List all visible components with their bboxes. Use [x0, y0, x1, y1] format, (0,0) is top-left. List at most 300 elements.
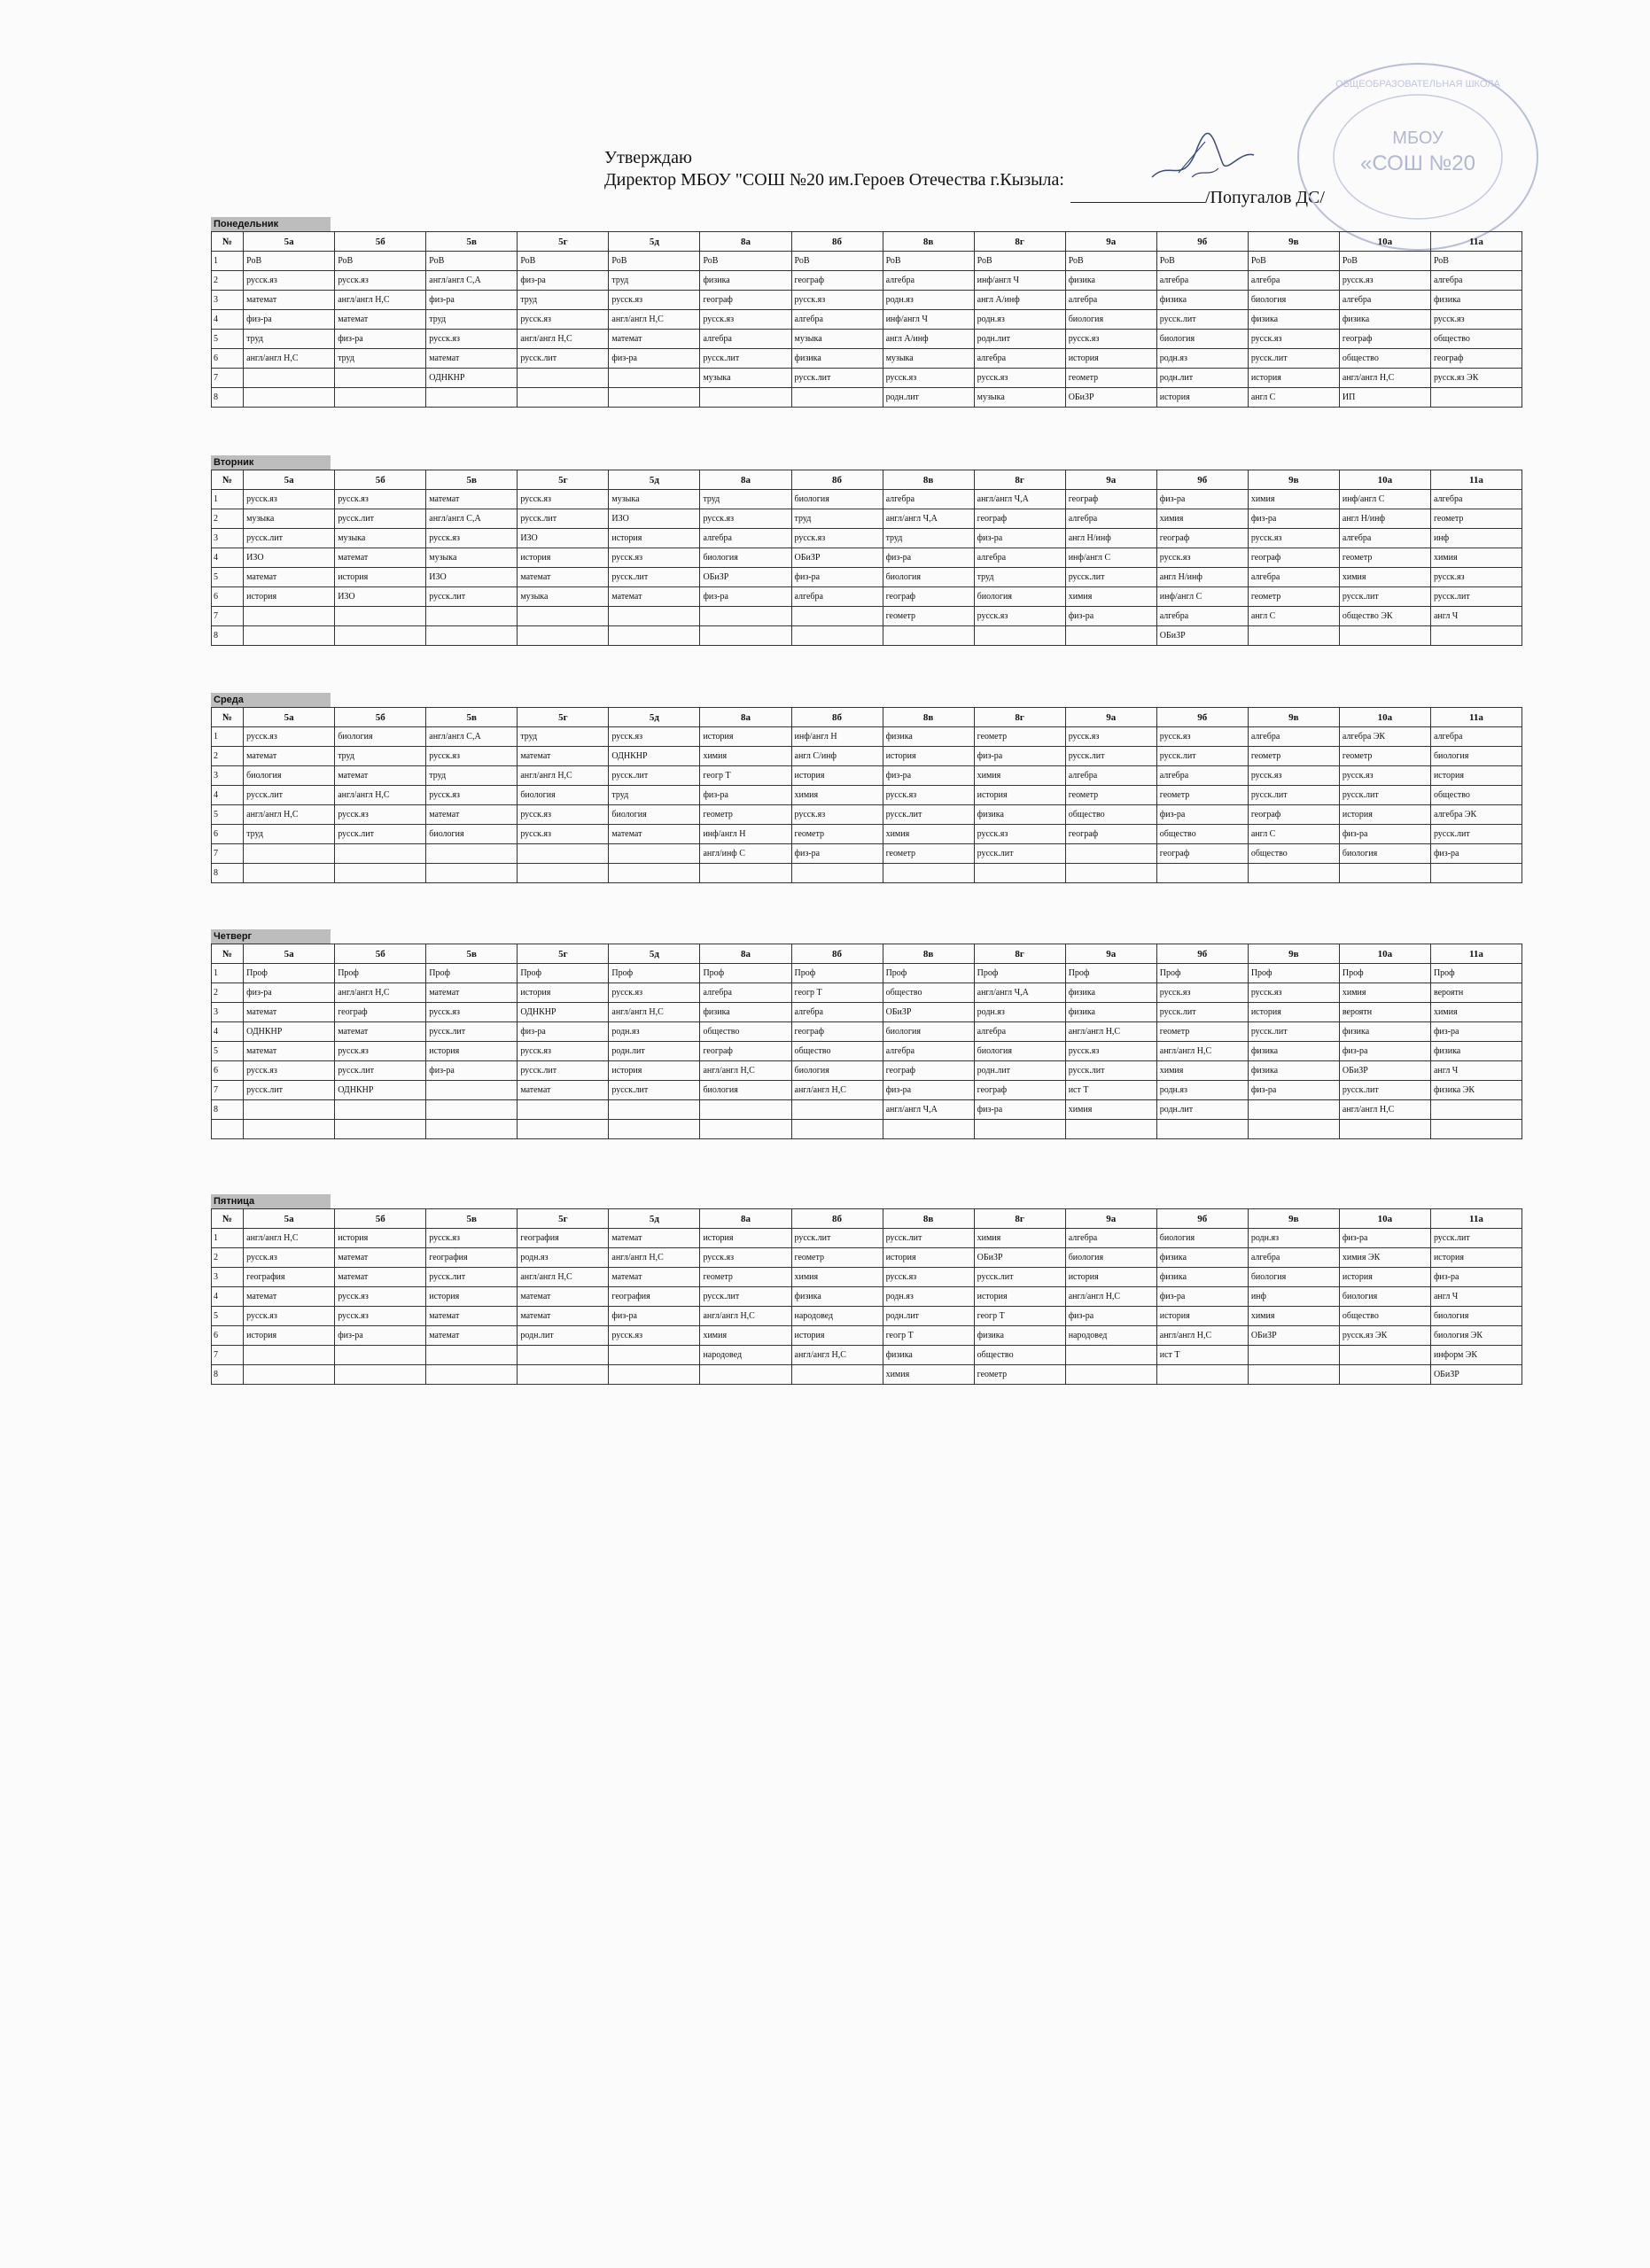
table-cell: физика: [1156, 1248, 1248, 1268]
table-cell: русск.лит: [518, 1061, 609, 1081]
lesson-number: 8: [212, 388, 244, 408]
table-cell: [426, 607, 518, 626]
table-cell: [518, 626, 609, 646]
table-cell: [244, 1120, 335, 1139]
table-cell: [1248, 1365, 1339, 1385]
table-cell: англ/англ Н,С: [1065, 1022, 1156, 1042]
table-cell: алгебра: [700, 983, 791, 1003]
table-cell: физ-ра: [335, 330, 426, 349]
column-header: 5а: [244, 1209, 335, 1229]
table-cell: географ: [1156, 844, 1248, 864]
table-cell: математ: [335, 310, 426, 330]
table-cell: химия: [700, 1326, 791, 1346]
column-header: 8г: [974, 232, 1065, 252]
column-header: 8б: [791, 944, 883, 964]
table-cell: ист Т: [1156, 1346, 1248, 1365]
table-cell: русск.лит: [335, 825, 426, 844]
day-block: [211, 1192, 1522, 1385]
table-cell: [1248, 626, 1339, 646]
table-cell: Проф: [791, 964, 883, 983]
table-cell: геометр: [1248, 747, 1339, 766]
column-header: 5а: [244, 232, 335, 252]
table-cell: [1065, 1365, 1156, 1385]
column-header: 9в: [1248, 232, 1339, 252]
table-cell: Проф: [974, 964, 1065, 983]
table-cell: физ-ра: [700, 786, 791, 805]
table-cell: русск.яз: [518, 310, 609, 330]
table-cell: русск.лит: [791, 1229, 883, 1248]
table-cell: англ/англ С,А: [426, 271, 518, 291]
table-cell: география: [426, 1248, 518, 1268]
table-cell: русск.яз: [1430, 310, 1522, 330]
table-cell: русск.лит: [335, 1061, 426, 1081]
schedule-table: [211, 231, 1522, 408]
table-cell: [244, 864, 335, 883]
table-cell: русск.яз: [426, 1229, 518, 1248]
table-cell: история: [244, 587, 335, 607]
approval-header: [604, 147, 1064, 191]
table-cell: народовед: [1065, 1326, 1156, 1346]
table-cell: математ: [244, 291, 335, 310]
table-cell: алгебра: [700, 330, 791, 349]
table-cell: англ Ч: [1430, 1061, 1522, 1081]
table-cell: русск.лит: [335, 509, 426, 529]
table-cell: англ С: [1248, 388, 1339, 408]
table-cell: русск.лит: [426, 1268, 518, 1287]
column-header: 5г: [518, 232, 609, 252]
table-cell: русск.яз: [609, 1326, 700, 1346]
table-cell: Проф: [1248, 964, 1339, 983]
table-cell: англ/англ Н,С: [609, 1248, 700, 1268]
table-row: [212, 1287, 1522, 1307]
table-cell: [1430, 1120, 1522, 1139]
column-header: 8в: [883, 944, 974, 964]
table-cell: музыка: [518, 587, 609, 607]
table-cell: русск.яз: [335, 1042, 426, 1061]
column-header: 8б: [791, 1209, 883, 1229]
column-header: 10а: [1339, 1209, 1430, 1229]
column-header: 11а: [1430, 944, 1522, 964]
table-cell: [700, 1120, 791, 1139]
table-cell: [1430, 388, 1522, 408]
lesson-number: 4: [212, 1022, 244, 1042]
table-cell: Проф: [1065, 964, 1156, 983]
table-cell: русск.яз: [883, 1268, 974, 1287]
table-cell: [1065, 1120, 1156, 1139]
table-cell: ОБиЗР: [974, 1248, 1065, 1268]
table-cell: алгебра ЭК: [1339, 727, 1430, 747]
table-cell: ИП: [1339, 388, 1430, 408]
table-cell: общество: [1339, 349, 1430, 369]
table-cell: географ: [791, 271, 883, 291]
table-cell: химия: [791, 786, 883, 805]
column-header: 9б: [1156, 470, 1248, 490]
table-cell: [791, 864, 883, 883]
table-cell: общество: [1339, 1307, 1430, 1326]
table-cell: геогр Т: [974, 1307, 1065, 1326]
table-cell: биология: [791, 1061, 883, 1081]
table-cell: РоВ: [244, 252, 335, 271]
table-cell: англ/англ Н,С: [335, 983, 426, 1003]
column-header: 8в: [883, 708, 974, 727]
table-cell: геометр: [1065, 369, 1156, 388]
table-cell: русск.яз: [335, 805, 426, 825]
table-cell: русск.яз: [700, 310, 791, 330]
column-header: 5а: [244, 708, 335, 727]
lesson-number: 7: [212, 1081, 244, 1100]
lesson-number: 6: [212, 825, 244, 844]
column-header: 5б: [335, 232, 426, 252]
table-cell: географ: [1156, 529, 1248, 548]
table-cell: русск.яз: [426, 330, 518, 349]
table-cell: [791, 1365, 883, 1385]
table-cell: русск.лит: [609, 1081, 700, 1100]
table-cell: математ: [335, 548, 426, 568]
table-cell: Проф: [1430, 964, 1522, 983]
table-cell: труд: [426, 766, 518, 786]
table-cell: история: [1156, 1307, 1248, 1326]
table-cell: история: [883, 1248, 974, 1268]
column-header: 10а: [1339, 708, 1430, 727]
table-cell: русск.яз: [335, 271, 426, 291]
table-row: [212, 1003, 1522, 1022]
table-cell: русск.яз: [1065, 727, 1156, 747]
table-cell: родн.лит: [974, 330, 1065, 349]
table-cell: история: [1430, 1248, 1522, 1268]
lesson-number: 4: [212, 310, 244, 330]
table-cell: физика: [1430, 291, 1522, 310]
table-cell: алгебра: [1248, 271, 1339, 291]
lesson-number: 1: [212, 1229, 244, 1248]
column-header: 10а: [1339, 232, 1430, 252]
table-cell: биология: [1339, 1287, 1430, 1307]
table-cell: РоВ: [1065, 252, 1156, 271]
table-cell: [518, 388, 609, 408]
table-cell: [1430, 1100, 1522, 1120]
day-label: Четверг: [211, 929, 331, 944]
table-cell: родн.яз: [518, 1248, 609, 1268]
table-cell: инф/англ С: [1156, 587, 1248, 607]
table-cell: англ/англ Н,С: [1339, 1100, 1430, 1120]
table-cell: физ-ра: [974, 1100, 1065, 1120]
table-cell: русск.лит: [883, 805, 974, 825]
table-cell: физика: [1339, 1022, 1430, 1042]
table-cell: физика: [1248, 1061, 1339, 1081]
table-cell: ОБиЗР: [1156, 626, 1248, 646]
table-cell: физ-ра: [883, 548, 974, 568]
column-header: 9б: [1156, 1209, 1248, 1229]
table-cell: физ-ра: [1156, 490, 1248, 509]
table-cell: родн.яз: [974, 1003, 1065, 1022]
table-cell: ИЗО: [335, 587, 426, 607]
table-cell: физ-ра: [883, 1081, 974, 1100]
column-header: 5а: [244, 470, 335, 490]
lesson-number: 2: [212, 983, 244, 1003]
table-cell: англ/англ Ч,А: [974, 490, 1065, 509]
table-cell: родн.лит: [883, 1307, 974, 1326]
table-cell: родн.яз: [974, 310, 1065, 330]
table-cell: русск.яз: [518, 805, 609, 825]
table-cell: алгебра: [974, 548, 1065, 568]
table-cell: алгебра: [1339, 529, 1430, 548]
table-cell: химия: [1339, 568, 1430, 587]
table-cell: [700, 1365, 791, 1385]
table-header-row: [212, 708, 1522, 727]
table-cell: геометр: [791, 1248, 883, 1268]
table-cell: геометр: [700, 1268, 791, 1287]
table-cell: англ/англ Н,С: [518, 330, 609, 349]
table-cell: физ-ра: [1430, 1268, 1522, 1287]
table-cell: труд: [609, 271, 700, 291]
lesson-number: 7: [212, 844, 244, 864]
column-header: №: [212, 232, 244, 252]
table-cell: история: [700, 727, 791, 747]
table-cell: англ/англ Н,С: [609, 310, 700, 330]
column-header: 5г: [518, 470, 609, 490]
table-cell: математ: [518, 568, 609, 587]
table-cell: музыка: [700, 369, 791, 388]
table-cell: [518, 1346, 609, 1365]
table-cell: математ: [244, 568, 335, 587]
table-cell: физ-ра: [609, 349, 700, 369]
table-cell: [609, 864, 700, 883]
table-cell: химия: [1248, 490, 1339, 509]
table-cell: труд: [335, 349, 426, 369]
table-cell: [883, 626, 974, 646]
lesson-number: 2: [212, 1248, 244, 1268]
table-cell: история: [609, 529, 700, 548]
table-cell: алгебра: [1065, 766, 1156, 786]
table-cell: география: [609, 1287, 700, 1307]
table-cell: англ/англ Н,С: [1339, 369, 1430, 388]
table-cell: русск.яз: [335, 490, 426, 509]
table-cell: алгебра: [700, 529, 791, 548]
table-cell: математ: [335, 766, 426, 786]
table-cell: [518, 844, 609, 864]
table-cell: англ/англ С,А: [426, 509, 518, 529]
table-cell: инф/англ С: [1065, 548, 1156, 568]
table-cell: общество: [1430, 330, 1522, 349]
table-cell: физ-ра: [1339, 1042, 1430, 1061]
table-cell: русск.яз ЭК: [1430, 369, 1522, 388]
table-cell: русск.лит: [1156, 1003, 1248, 1022]
table-cell: общество: [700, 1022, 791, 1042]
table-cell: [1156, 1365, 1248, 1385]
table-row: [212, 1022, 1522, 1042]
table-cell: география: [244, 1268, 335, 1287]
table-cell: общество: [1156, 825, 1248, 844]
table-cell: физ-ра: [1339, 825, 1430, 844]
table-header-row: [212, 1209, 1522, 1229]
column-header: 5д: [609, 944, 700, 964]
table-cell: русск.яз: [244, 490, 335, 509]
table-cell: Проф: [335, 964, 426, 983]
table-cell: физика: [1248, 1042, 1339, 1061]
column-header: 9а: [1065, 470, 1156, 490]
table-cell: ОБиЗР: [883, 1003, 974, 1022]
table-cell: физ-ра: [1339, 1229, 1430, 1248]
column-header: №: [212, 944, 244, 964]
table-cell: Проф: [883, 964, 974, 983]
table-cell: [974, 1120, 1065, 1139]
table-row: [212, 983, 1522, 1003]
table-cell: [244, 388, 335, 408]
table-cell: [700, 626, 791, 646]
table-cell: родн.лит: [518, 1326, 609, 1346]
table-cell: физ-ра: [1065, 607, 1156, 626]
table-cell: [1156, 1120, 1248, 1139]
lesson-number: 6: [212, 1061, 244, 1081]
table-cell: [335, 844, 426, 864]
table-cell: ИЗО: [609, 509, 700, 529]
table-cell: русск.яз: [244, 1307, 335, 1326]
table-cell: общество: [1065, 805, 1156, 825]
table-cell: русск.яз: [974, 607, 1065, 626]
svg-text:«СОШ №20: «СОШ №20: [1360, 151, 1475, 175]
table-cell: геометр: [791, 825, 883, 844]
column-header: 9а: [1065, 232, 1156, 252]
lesson-number: 3: [212, 766, 244, 786]
table-cell: [1339, 1365, 1430, 1385]
column-header: 9а: [1065, 708, 1156, 727]
table-cell: физ-ра: [1248, 1081, 1339, 1100]
table-cell: русск.яз: [244, 1061, 335, 1081]
table-row: [212, 805, 1522, 825]
svg-text:МБОУ: МБОУ: [1392, 128, 1444, 148]
table-cell: география: [518, 1229, 609, 1248]
table-cell: биология: [1430, 747, 1522, 766]
table-cell: [244, 1365, 335, 1385]
table-cell: ист Т: [1065, 1081, 1156, 1100]
table-cell: [791, 1120, 883, 1139]
table-cell: географ: [700, 1042, 791, 1061]
table-cell: инф/англ Ч: [883, 310, 974, 330]
day-label: Пятница: [211, 1194, 331, 1208]
table-cell: ОДНКНР: [244, 1022, 335, 1042]
day-label: Понедельник: [211, 217, 331, 231]
table-cell: русск.яз: [518, 1042, 609, 1061]
table-cell: англ/англ Н,С: [700, 1307, 791, 1326]
table-row: [212, 291, 1522, 310]
table-cell: англ/англ Н,С: [791, 1081, 883, 1100]
column-header: 5б: [335, 708, 426, 727]
table-cell: [244, 1100, 335, 1120]
table-cell: труд: [609, 786, 700, 805]
table-cell: русск.яз: [1156, 727, 1248, 747]
table-cell: русск.яз: [1248, 766, 1339, 786]
signature-scrawl: [1143, 124, 1258, 195]
table-cell: географ: [883, 587, 974, 607]
lesson-number: 1: [212, 964, 244, 983]
column-header: 9а: [1065, 944, 1156, 964]
table-cell: биология: [700, 548, 791, 568]
column-header: 10а: [1339, 944, 1430, 964]
table-cell: математ: [518, 1307, 609, 1326]
lesson-number: 5: [212, 805, 244, 825]
table-cell: Проф: [426, 964, 518, 983]
table-cell: [335, 388, 426, 408]
table-cell: русск.лит: [1339, 1081, 1430, 1100]
table-cell: физ-ра: [791, 568, 883, 587]
table-row: [212, 607, 1522, 626]
table-cell: [1065, 1346, 1156, 1365]
table-cell: русск.лит: [1430, 587, 1522, 607]
table-row: [212, 1229, 1522, 1248]
column-header: 9в: [1248, 708, 1339, 727]
column-header: 8б: [791, 470, 883, 490]
table-cell: математ: [335, 1268, 426, 1287]
lesson-number: 8: [212, 626, 244, 646]
table-cell: географ: [335, 1003, 426, 1022]
table-cell: русск.яз: [1065, 330, 1156, 349]
table-cell: РоВ: [609, 252, 700, 271]
table-cell: история: [791, 1326, 883, 1346]
schedule-table: [211, 470, 1522, 646]
table-cell: русск.лит: [244, 529, 335, 548]
table-cell: история: [426, 1287, 518, 1307]
table-cell: географ: [1065, 825, 1156, 844]
table-cell: [335, 1120, 426, 1139]
column-header: 8г: [974, 1209, 1065, 1229]
table-cell: алгебра: [974, 1022, 1065, 1042]
table-row: [212, 1307, 1522, 1326]
table-cell: русск.лит: [700, 1287, 791, 1307]
table-cell: геогр Т: [791, 983, 883, 1003]
table-cell: геометр: [1430, 509, 1522, 529]
schedule-table: [211, 707, 1522, 883]
table-cell: общество: [883, 983, 974, 1003]
column-header: 8в: [883, 232, 974, 252]
table-row: [212, 1061, 1522, 1081]
table-cell: географ: [1430, 349, 1522, 369]
column-header: 9в: [1248, 944, 1339, 964]
table-cell: англ/инф С: [700, 844, 791, 864]
schedule-table: [211, 1208, 1522, 1385]
table-row: [212, 964, 1522, 983]
table-row: [212, 388, 1522, 408]
table-cell: химия: [1339, 983, 1430, 1003]
table-cell: русск.яз: [1156, 548, 1248, 568]
table-row: [212, 844, 1522, 864]
table-cell: физ-ра: [609, 1307, 700, 1326]
table-cell: ОБиЗР: [1248, 1326, 1339, 1346]
table-cell: географ: [883, 1061, 974, 1081]
table-row: [212, 864, 1522, 883]
table-cell: алгебра: [791, 1003, 883, 1022]
table-cell: математ: [518, 1287, 609, 1307]
table-cell: химия: [1065, 587, 1156, 607]
table-cell: ОБиЗР: [700, 568, 791, 587]
table-cell: физика: [700, 271, 791, 291]
table-cell: [426, 864, 518, 883]
table-cell: [335, 864, 426, 883]
table-cell: биология: [791, 490, 883, 509]
table-cell: [609, 1100, 700, 1120]
table-row: [212, 349, 1522, 369]
table-cell: история: [1339, 1268, 1430, 1287]
table-cell: географ: [700, 291, 791, 310]
column-header: 11а: [1430, 708, 1522, 727]
table-cell: физика: [1339, 310, 1430, 330]
table-cell: алгебра: [1248, 568, 1339, 587]
table-cell: русск.яз: [609, 727, 700, 747]
table-cell: труд: [244, 825, 335, 844]
table-cell: Проф: [1339, 964, 1430, 983]
table-cell: родн.яз: [883, 1287, 974, 1307]
table-cell: русск.лит: [609, 568, 700, 587]
table-cell: геогр Т: [700, 766, 791, 786]
table-cell: математ: [426, 1307, 518, 1326]
